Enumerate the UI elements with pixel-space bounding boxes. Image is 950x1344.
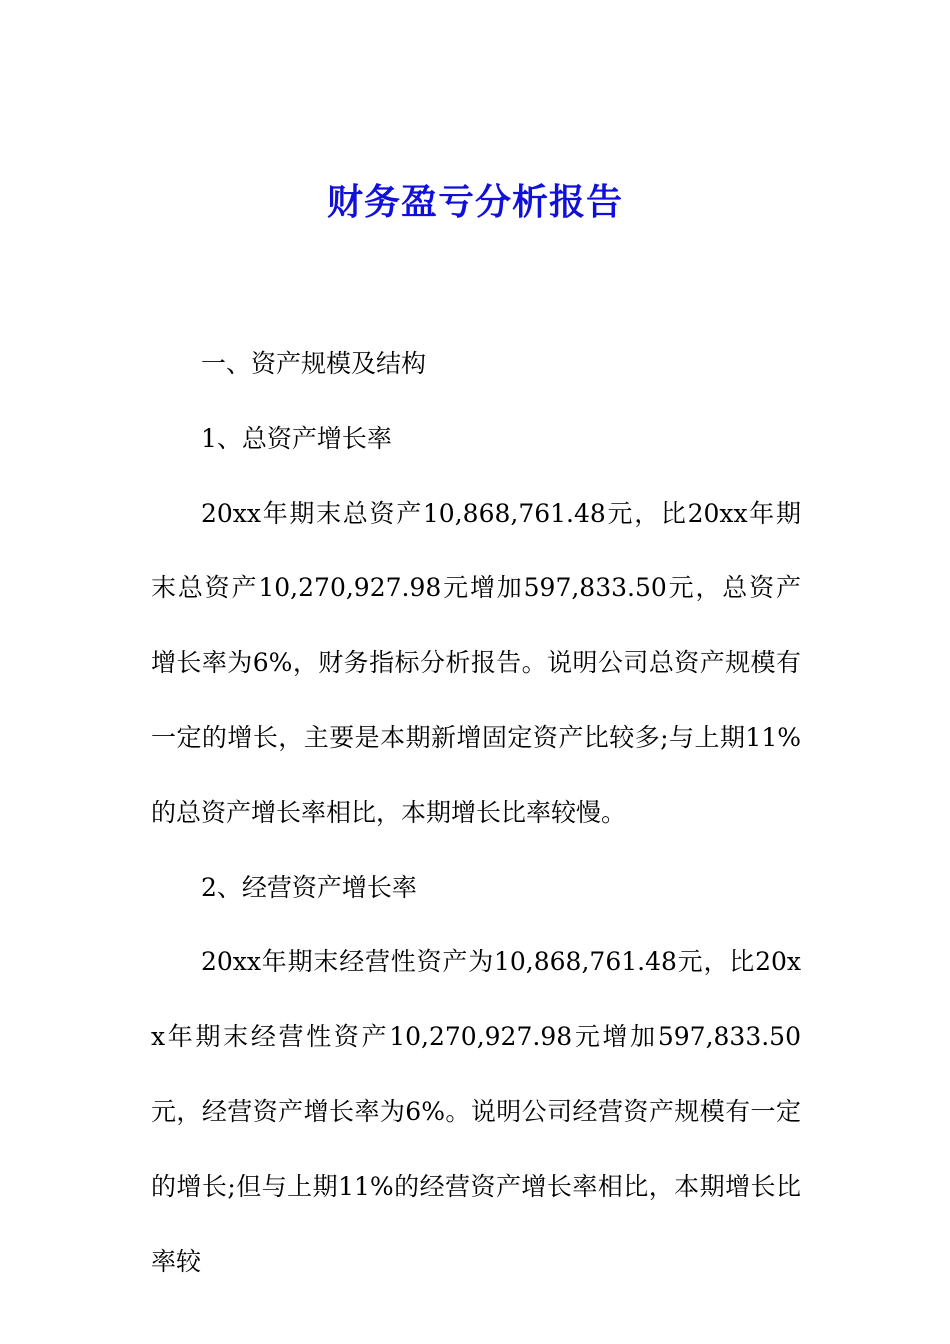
document-body bbox=[151, 327, 801, 1299]
section-heading: 一、资产规模及结构 bbox=[201, 349, 427, 378]
subsection-2-heading: 2、经营资产增长率 bbox=[201, 872, 417, 902]
document-title: 财务盈亏分析报告 bbox=[326, 181, 623, 223]
subsection-1-paragraph: 20xx年期末总资产10,868,761.48元，比20xx年期末总资产10,270,927.98元增加597,833.50元，总资产增长率为6%，财务指标分析报告。说明公司总资产规模有一定的增长，主要是本期新增固定资产比较多;与上期11%的总资产增长率相比，本期增长比率较慢。 bbox=[151, 498, 801, 827]
subsection-2-paragraph: 20xx年期末经营性资产为10,868,761.48元，比20xx年期末经营性资产10,270,927.98元增加597,833.50元，经营资产增长率为6%。说明公司经营资产规模有一定的增长;但与上期11%的经营资产增长率相比，本期增长比率较 bbox=[151, 947, 801, 1276]
subsection-1-heading: 1、总资产增长率 bbox=[201, 423, 392, 453]
